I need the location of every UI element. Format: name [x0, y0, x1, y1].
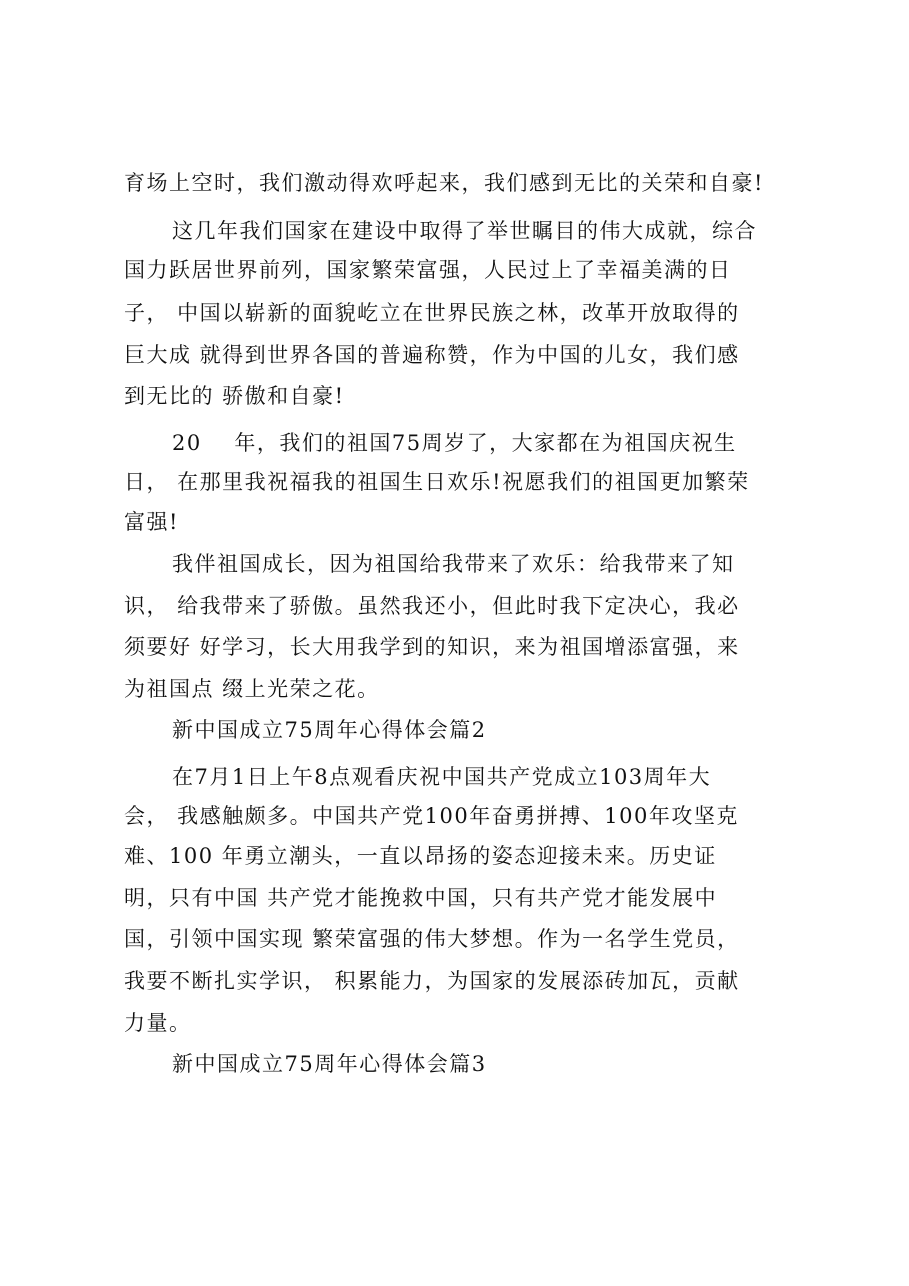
text-line: 富强!: [124, 510, 179, 534]
paragraph-first-line: 这几年我们国家在建设中取得了举世瞩目的伟大成就，综合: [172, 219, 757, 243]
text-line: 须要好 好学习，长大用我学到的知识，来为祖国增添富强，来: [124, 635, 740, 659]
text-line: 会， 我感触颇多。中国共产党100年奋勇拼搏、100年攻坚克: [124, 804, 739, 828]
paragraph-first-line: 20 年，我们的祖国75周岁了，大家都在为祖国庆祝生: [172, 431, 737, 455]
text-line: 力量。: [124, 1011, 192, 1035]
text-line: 巨大成 就得到世界各国的普遍称赞，作为中国的儿女，我们感: [124, 343, 740, 367]
text-line: 为祖国点 缀上光荣之花。: [124, 677, 380, 701]
paragraph-first-line: 我伴祖国成长，因为祖国给我带来了欢乐：给我带来了知: [172, 552, 735, 576]
text-line: 识， 给我带来了骄傲。虽然我还小，但此时我下定决心，我必: [124, 594, 740, 618]
text-line: 明，只有中国 共产党才能挽救中国，只有共产党才能发展中: [124, 886, 718, 910]
text-line: 日， 在那里我祝福我的祖国生日欢乐!祝愿我们的祖国更加繁荣: [124, 470, 750, 494]
text-line: 到无比的 骄傲和自豪!: [124, 384, 345, 408]
text-line: 国，引领中国实现 繁荣富强的伟大梦想。作为一名学生党员，: [124, 927, 740, 951]
text-line: 国力跃居世界前列，国家繁荣富强，人民过上了幸福美满的日: [124, 258, 732, 282]
section-heading: 新中国成立75周年心得体会篇2: [172, 718, 487, 742]
text-line: 子， 中国以崭新的面貌屹立在世界民族之林，改革开放取得的: [124, 301, 740, 325]
text-line: 我要不断扎实学识， 积累能力，为国家的发展添砖加瓦，贡献: [124, 969, 740, 993]
text-line: 育场上空时，我们激动得欢呼起来，我们感到无比的关荣和自豪!: [124, 171, 764, 195]
text-line: 难、100 年勇立潮头，一直以昂扬的姿态迎接未来。历史证: [124, 844, 717, 868]
paragraph-first-line: 在7月1日上午8点观看庆祝中国共产党成立103周年大: [172, 765, 712, 789]
section-heading: 新中国成立75周年心得体会篇3: [172, 1052, 487, 1076]
